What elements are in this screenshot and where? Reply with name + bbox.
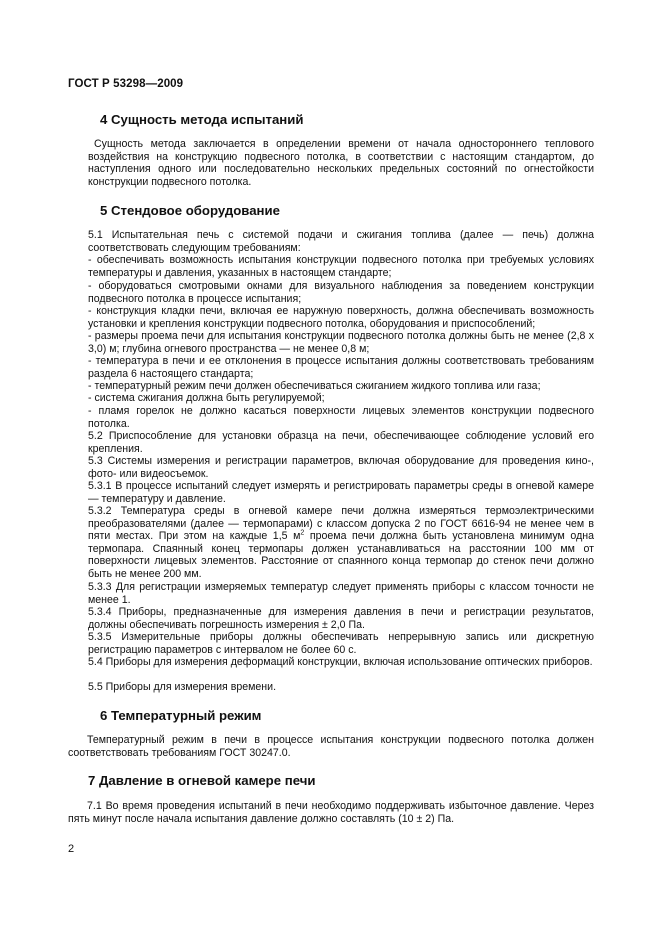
section-5-heading: 5 Стендовое оборудование: [100, 203, 280, 218]
bullet-5-1-b: - оборудоваться смотровыми окнами для визуального наблюдения за поведением конструкции подвесного потолка в процессе испытания;: [88, 280, 594, 305]
para-7-1: [68, 800, 594, 825]
para-5-2: 5.2 Приспособление для установки образца на печи, обеспечивающее соблюдение условий его крепления.: [88, 430, 594, 455]
superscript-2: 2: [300, 529, 305, 537]
para-5-3-3: 5.3.3 Для регистрации измеряемых температур следует применять приборы с классом точности не менее 1.: [88, 581, 594, 606]
para-5-3-4: 5.3.4 Приборы, предназначенные для измерения давления в печи и регистрации результатов, должны обеспечивать погрешность измерения ± 2,0 Па.: [88, 606, 594, 631]
section-7-heading: 7 Давление в огневой камере печи: [88, 773, 316, 788]
bullet-5-1-f: - температурный режим печи должен обеспечиваться сжиганием жидкого топлива или газа;: [88, 380, 541, 392]
para-5-3-2-part-1: 5.3.2 Температура среды в огневой камере печи должна измеряться термоэлектрическими преобразователями (далее — термопарами) с классом допуска 2 по ГОСТ 6616-94 не менее чем в пяти местах. При этом на каждые 1,5 м: [88, 505, 594, 543]
section-4-text: [88, 138, 594, 188]
page-number: 2: [68, 843, 75, 855]
para-5-3-2: [88, 505, 594, 580]
para-5-1: 5.1 Испытательная печь с системой подачи и сжигания топлива (далее — печь) должна соответствовать следующим требованиям:: [88, 229, 594, 254]
para-5-3-1: 5.3.1 В процессе испытаний следует измерять и регистрировать параметры среды в огневой камере — температуру и давление.: [88, 480, 594, 505]
bullet-5-1-a: - обеспечивать возможность испытания конструкции подвесного потолка при требуемых условиях температуры и давления, указанных в настоящем стандарте;: [88, 254, 594, 279]
para-5-3-2-part-2: проема печи должна быть установлена минимум одна термопара. Спаянный конец термопары должен устанавливаться на расстоянии 100 мм от поверхности лицевых элементов. Расстояние от спаянного конца термопар до стенок печи должно быть не менее 200 мм.: [88, 530, 594, 580]
section-4-heading: 4 Сущность метода испытаний: [100, 112, 304, 127]
para-7-1-content: 7.1 Во время проведения испытаний в печи необходимо поддерживать избыточное давление. Через пять минут после начала испытания давление должно составлять (10 ± 2) Па.: [68, 800, 594, 825]
bullet-5-1-e: - температура в печи и ее отклонения в процессе испытания должны соответствовать требованиям раздела 6 настоящего стандарта;: [88, 355, 594, 380]
section-6-heading: 6 Температурный режим: [100, 708, 262, 723]
para-5-4: 5.4 Приборы для измерения деформаций конструкции, включая использование оптических приборов.: [88, 656, 593, 668]
section-6-text-content: Температурный режим в печи в процессе испытания конструкции подвесного потолка должен соответствовать требованиям ГОСТ 30247.0.: [68, 734, 594, 759]
section-4-text-content: Сущность метода заключается в определении времени от начала одностороннего теплового воздействия на конструкцию подвесного потолка, в соответствии с настоящим стандартом, до наступления одного или последовательно нескольких предельных состояний по огнестойкости конструкции подвесного потолка.: [88, 138, 594, 188]
document-header: ГОСТ Р 53298—2009: [68, 78, 184, 90]
bullet-5-1-h: - пламя горелок не должно касаться поверхности лицевых элементов конструкции подвесного потолка.: [88, 405, 594, 430]
para-5-5: 5.5 Приборы для измерения времени.: [88, 681, 277, 693]
para-5-3-5: 5.3.5 Измерительные приборы должны обеспечивать непрерывную запись или дискретную регистрацию параметров с интервалом не более 60 с.: [88, 631, 594, 656]
section-6-text: [68, 734, 594, 759]
bullet-5-1-c: - конструкция кладки печи, включая ее наружную поверхность, должна обеспечивать возможность установки и крепления конструкции подвесного потолка, оборудования и приспособлений;: [88, 305, 594, 330]
bullet-5-1-g: - система сжигания должна быть регулируемой;: [88, 392, 325, 404]
bullet-5-1-d: - размеры проема печи для испытания конструкции подвесного потолка должны быть не менее (2,8 х 3,0) м; глубина огневого пространства — не менее 0,8 м;: [88, 330, 594, 355]
para-5-3: 5.3 Системы измерения и регистрации параметров, включая оборудование для проведения кино-, фото- или видеосъемок.: [88, 455, 594, 480]
